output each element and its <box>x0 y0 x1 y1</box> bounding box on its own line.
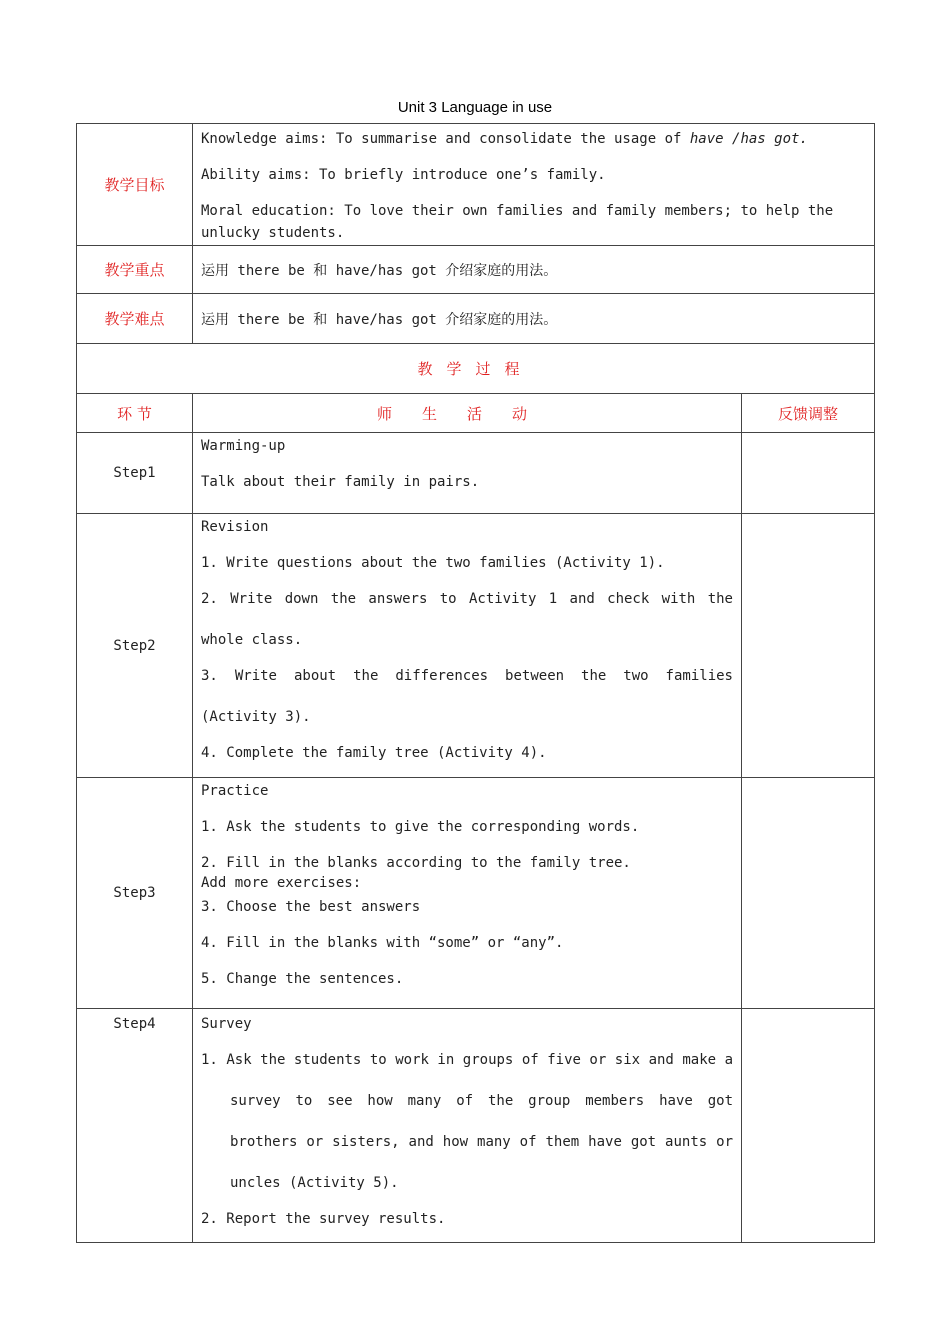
step3-line: Add more exercises: <box>201 875 362 891</box>
objectives-content <box>193 124 875 246</box>
step3-activities <box>193 778 742 1009</box>
key-points-label: 教学重点 <box>77 246 193 294</box>
objectives-label: 教学目标 <box>77 124 193 246</box>
step2-label: Step2 <box>77 514 193 778</box>
difficult-points-row <box>77 294 875 344</box>
step2-activities <box>193 514 742 778</box>
step3-line: 5. Change the sentences. <box>201 971 404 987</box>
step4-line: 2. Report the survey results. <box>201 1211 446 1227</box>
step3-line: 1. Ask the students to give the corresponding words. <box>201 819 640 835</box>
step4-line: 1. Ask the students to work in groups of five or six and make a <box>201 1052 733 1068</box>
header-activities: 师生活动 <box>193 394 742 433</box>
step2-line: 2. Write down the answers to Activity 1 and check with the <box>201 591 733 607</box>
step1-line: Talk about their family in pairs. <box>201 474 480 490</box>
step2-line: whole class. <box>201 632 303 648</box>
step3-line: 4. Fill in the blanks with “some” or “any”. <box>201 935 564 951</box>
step4-line: Survey <box>201 1016 252 1032</box>
knowledge-aims <box>201 128 866 150</box>
objectives-row <box>77 124 875 246</box>
step1-activities <box>193 433 742 514</box>
step1-feedback <box>742 433 875 514</box>
step2-row <box>77 514 875 778</box>
step2-line: 1. Write questions about the two families (Activity 1). <box>201 555 665 571</box>
difficult-points-label: 教学难点 <box>77 294 193 344</box>
header-feedback: 反馈调整 <box>742 394 875 433</box>
step3-label: Step3 <box>77 778 193 1009</box>
ability-aims: Ability aims: To briefly introduce one’s family. <box>201 167 606 183</box>
step1-row <box>77 433 875 514</box>
moral-education-line1: Moral education: To love their own families and family members; to help the <box>201 203 834 219</box>
step4-line: survey to see how many of the group members have got <box>230 1093 733 1109</box>
step4-label: Step4 <box>77 1009 193 1243</box>
key-points-row <box>77 246 875 294</box>
step1-label: Step1 <box>77 433 193 514</box>
step2-line: 4. Complete the family tree (Activity 4). <box>201 745 547 761</box>
key-points-text: 运用 there be 和 have/has got 介绍家庭的用法。 <box>193 246 875 294</box>
step4-line: brothers or sisters, and how many of them have got aunts or <box>230 1134 733 1150</box>
step3-row <box>77 778 875 1009</box>
process-title-row <box>77 344 875 394</box>
process-title: 教学过程 <box>77 344 875 394</box>
step2-line: (Activity 3). <box>201 709 311 725</box>
step1-line: Warming-up <box>201 438 286 454</box>
header-row <box>77 394 875 433</box>
step3-line: 2. Fill in the blanks according to the family tree. <box>201 855 631 871</box>
knowledge-aims-text: Knowledge aims: To summarise and consolidate the usage of <box>201 131 690 147</box>
step2-line: Revision <box>201 519 269 535</box>
lesson-plan-table <box>76 123 875 1243</box>
header-stage: 环 节 <box>77 394 193 433</box>
step3-line: Practice <box>201 783 269 799</box>
moral-education-line2: unlucky students. <box>201 225 345 241</box>
document-title: Unit 3 Language in use <box>397 99 553 116</box>
step4-activities <box>193 1009 742 1243</box>
step4-row <box>77 1009 875 1243</box>
step3-feedback <box>742 778 875 1009</box>
step4-feedback <box>742 1009 875 1243</box>
step4-line: uncles (Activity 5). <box>230 1175 399 1191</box>
step2-feedback <box>742 514 875 778</box>
step2-line: 3. Write about the differences between the two families <box>201 668 733 684</box>
knowledge-aims-emphasis: have /has got. <box>689 131 808 147</box>
step3-line: 3. Choose the best answers <box>201 899 421 915</box>
difficult-points-text: 运用 there be 和 have/has got 介绍家庭的用法。 <box>193 294 875 344</box>
